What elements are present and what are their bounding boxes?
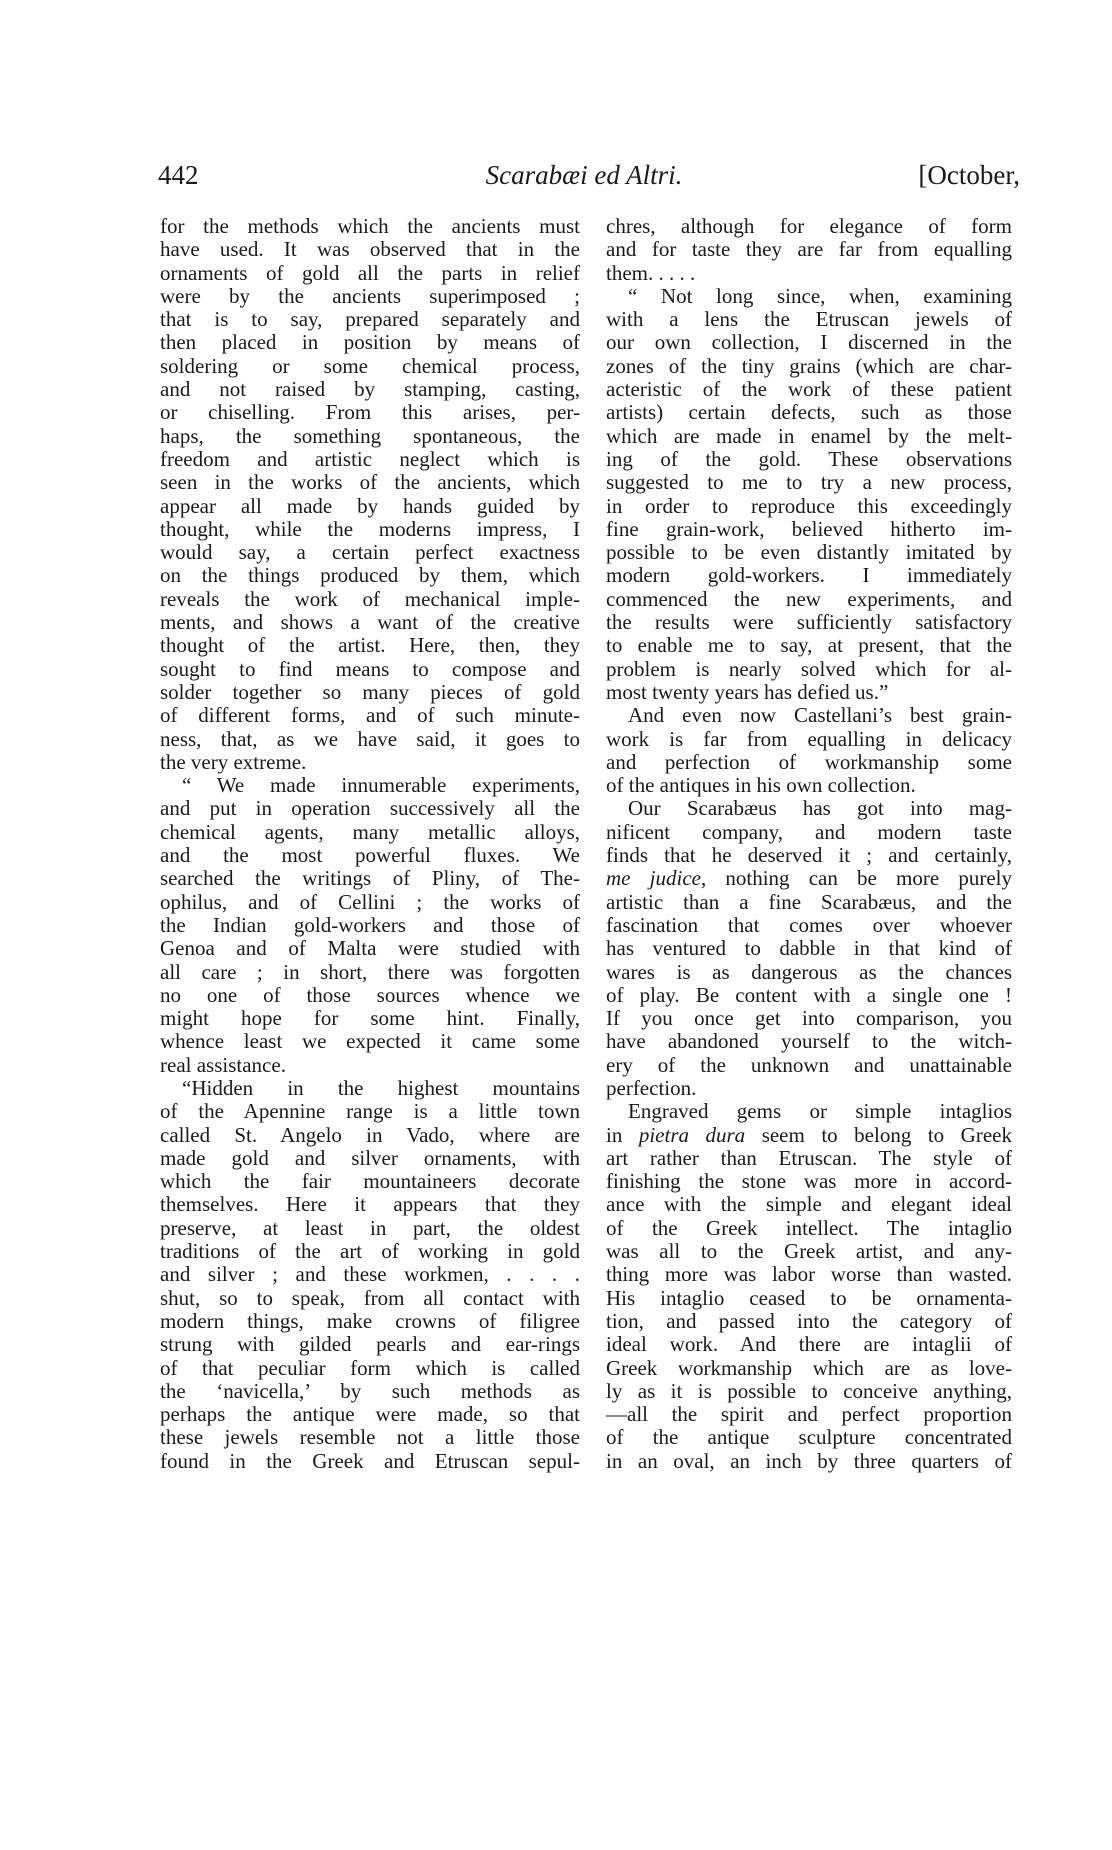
text-line [606, 238, 1012, 261]
text-line [160, 681, 580, 704]
text-segment: freedom and artistic neglect which is [160, 446, 580, 471]
text-line [160, 1403, 580, 1426]
text-segment: searched the writings of Pliny, of The- [160, 866, 580, 891]
text-segment: ophilus, and of Cellini ; the works of [160, 889, 580, 914]
text-line [160, 1263, 580, 1286]
text-line [606, 355, 1012, 378]
text-segment: ideal work. And there are intaglii of [606, 1332, 1012, 1357]
text-segment: chres, although for elegance of form [606, 214, 1012, 238]
text-line [160, 984, 580, 1007]
text-segment: seem to belong to Greek [745, 1122, 1012, 1147]
text-segment: with a lens the Etruscan jewels of [606, 307, 1012, 332]
text-segment: perhaps the antique were made, so that [160, 1402, 580, 1427]
text-line [160, 728, 580, 751]
text-segment: of the antique sculpture concentrated [606, 1425, 1012, 1450]
text-segment: no one of those sources whence we [160, 982, 580, 1007]
text-segment: If you once get into comparison, you [606, 1006, 1012, 1031]
text-segment: reveals the work of mechanical imple- [160, 586, 580, 611]
text-line [160, 1030, 580, 1053]
text-segment: tion, and passed into the category of [606, 1308, 1012, 1333]
text-line [606, 471, 1012, 494]
text-line [606, 1124, 1012, 1147]
text-segment: ing of the gold. These observations [606, 446, 1012, 471]
text-segment: ance with the simple and elegant ideal [606, 1192, 1012, 1217]
text-segment: in an oval, an inch by three quarters of [606, 1448, 1012, 1473]
text-line [606, 1450, 1012, 1473]
text-line [160, 821, 580, 844]
text-segment: themselves. Here it appears that they [160, 1192, 580, 1217]
text-line [160, 1193, 580, 1216]
text-line [606, 401, 1012, 424]
text-segment: in order to reproduce this exceedingly [606, 493, 1012, 518]
text-line [606, 378, 1012, 401]
text-segment: real assistance. [160, 1052, 286, 1077]
text-line [606, 891, 1012, 914]
text-line [160, 797, 580, 820]
text-segment: seen in the works of the ancients, which [160, 470, 580, 495]
text-segment: and not raised by stamping, casting, [160, 377, 580, 402]
text-line [606, 1240, 1012, 1263]
text-segment: of the Apennine range is a little town [160, 1099, 580, 1124]
running-header [158, 160, 1020, 200]
text-segment: Genoa and of Malta were studied with [160, 936, 580, 961]
text-segment: all care ; in short, there was forgotten [160, 959, 580, 984]
text-segment: them. . . . . [606, 260, 696, 285]
running-title: Scarabæi ed Altri. [485, 160, 683, 190]
text-line [160, 1100, 580, 1123]
text-segment: to enable me to say, at present, that the [606, 633, 1012, 658]
text-line [160, 1380, 580, 1403]
text-line [606, 1193, 1012, 1216]
text-segment: acteristic of the work of these patient [606, 377, 1012, 402]
text-line [160, 1124, 580, 1147]
text-segment: suggested to me to try a new process, [606, 470, 1012, 495]
text-segment: artistic than a fine Scarabæus, and the [606, 889, 1012, 914]
text-line [606, 1030, 1012, 1053]
text-line [606, 1054, 1012, 1077]
text-line [160, 914, 580, 937]
text-segment: and perfection of workmanship some [606, 749, 1012, 774]
text-line [160, 285, 580, 308]
text-line [160, 1450, 580, 1473]
text-line [606, 984, 1012, 1007]
text-segment: the ‘navicella,’ by such methods as [160, 1378, 580, 1403]
text-line [160, 634, 580, 657]
text-segment: would say, a certain perfect exactness [160, 540, 580, 565]
text-line [160, 961, 580, 984]
text-segment: nificent company, and modern taste [606, 819, 1012, 844]
text-line [160, 867, 580, 890]
text-line [160, 215, 580, 238]
italic-phrase: me judice [606, 866, 701, 891]
text-line [606, 262, 1012, 285]
text-segment: commenced the new experiments, and [606, 586, 1012, 611]
text-segment: of play. Be content with a single one ! [606, 982, 1012, 1007]
text-segment: , nothing can be more purely [700, 866, 1012, 891]
text-segment: “Hidden in the highest mountains [182, 1075, 580, 1100]
text-segment: that is to say, prepared separately and [160, 307, 580, 332]
text-line [160, 704, 580, 727]
text-line [160, 1077, 580, 1100]
text-line [160, 1217, 580, 1240]
text-line [160, 751, 580, 774]
text-line [606, 1100, 1012, 1123]
text-segment: fascination that comes over whoever [606, 912, 1012, 937]
text-segment: solder together so many pieces of gold [160, 679, 580, 704]
italic-phrase: pietra dura [638, 1122, 746, 1147]
text-segment: haps, the something spontaneous, the [160, 423, 580, 448]
text-line [606, 1007, 1012, 1030]
text-line [606, 1077, 1012, 1100]
text-segment: thought, while the moderns impress, I [160, 516, 580, 541]
text-segment: “ Not long since, when, examining [628, 283, 1012, 308]
text-segment: zones of the tiny grains (which are char- [606, 353, 1012, 378]
text-line [160, 1310, 580, 1333]
text-segment: for the methods which the ancients must [160, 214, 580, 238]
right-column [606, 215, 1012, 1473]
text-segment: modern things, make crowns of filigree [160, 1308, 580, 1333]
text-segment: was all to the Greek artist, and any- [606, 1239, 1012, 1264]
text-segment: and silver ; and these workmen, . . . . [160, 1262, 580, 1287]
text-segment: work is far from equalling in delicacy [606, 726, 1012, 751]
text-line [160, 774, 580, 797]
text-line [606, 937, 1012, 960]
text-segment: chemical agents, many metallic alloys, [160, 819, 580, 844]
text-line [606, 1310, 1012, 1333]
text-line [160, 238, 580, 261]
text-segment: has ventured to dabble in that kind of [606, 936, 1012, 961]
text-line [606, 751, 1012, 774]
text-segment: preserve, at least in part, the oldest [160, 1215, 580, 1240]
text-line [160, 658, 580, 681]
text-segment: problem is nearly solved which for al- [606, 656, 1012, 681]
text-line [160, 308, 580, 331]
text-segment: the very extreme. [160, 749, 307, 774]
text-line [606, 1263, 1012, 1286]
text-segment: of different forms, and of such minute- [160, 703, 580, 728]
text-line [606, 844, 1012, 867]
text-line [160, 355, 580, 378]
text-line [606, 215, 1012, 238]
text-line [606, 774, 1012, 797]
text-line [606, 611, 1012, 634]
text-segment: in [606, 1122, 639, 1147]
text-segment: of the Greek intellect. The intaglio [606, 1215, 1012, 1240]
text-segment: and for taste they are far from equalling [606, 237, 1012, 262]
text-line [160, 262, 580, 285]
text-segment: then placed in position by means of [160, 330, 580, 355]
text-line [160, 1170, 580, 1193]
text-segment: found in the Greek and Etruscan sepul- [160, 1448, 580, 1473]
text-line [606, 588, 1012, 611]
text-segment: were by the ancients superimposed ; [160, 283, 580, 308]
text-segment: on the things produced by them, which [160, 563, 580, 588]
text-segment: of the antiques in his own collection. [606, 773, 916, 798]
text-line [160, 331, 580, 354]
text-line [606, 658, 1012, 681]
text-line [606, 425, 1012, 448]
text-segment: finishing the stone was more in accord- [606, 1169, 1012, 1194]
page-number: 442 [158, 160, 199, 190]
text-line [606, 1147, 1012, 1170]
text-segment: “ We made innumerable experiments, [182, 773, 580, 798]
running-date: [October, [918, 160, 1020, 190]
text-line [606, 1426, 1012, 1449]
text-segment: perfection. [606, 1075, 697, 1100]
text-segment: artists) certain defects, such as those [606, 400, 1012, 425]
text-segment: wares is as dangerous as the chances [606, 959, 1012, 984]
text-line [606, 331, 1012, 354]
text-line [606, 285, 1012, 308]
text-line [606, 704, 1012, 727]
text-segment: Engraved gems or simple intaglios [628, 1099, 1012, 1124]
text-line [160, 891, 580, 914]
text-segment: possible to be even distantly imitated by [606, 540, 1012, 565]
text-segment: traditions of the art of working in gold [160, 1239, 580, 1264]
text-segment: and put in operation successively all the [160, 796, 580, 821]
text-line [606, 564, 1012, 587]
text-segment: the results were sufficiently satisfactory [606, 610, 1012, 635]
text-segment: Greek workmanship which are as love- [606, 1355, 1012, 1380]
text-segment: which are made in enamel by the melt- [606, 423, 1012, 448]
text-line [606, 1170, 1012, 1193]
text-line [160, 1147, 580, 1170]
text-line [606, 867, 1012, 890]
text-segment: thing more was labor worse than wasted. [606, 1262, 1012, 1287]
text-line [160, 1007, 580, 1030]
text-line [160, 1333, 580, 1356]
text-line [606, 797, 1012, 820]
text-segment: most twenty years has defied us.” [606, 679, 889, 704]
text-line [606, 634, 1012, 657]
text-line [606, 1287, 1012, 1310]
text-line [160, 1054, 580, 1077]
text-segment: these jewels resemble not a little those [160, 1425, 580, 1450]
text-line [606, 681, 1012, 704]
text-segment: our own collection, I discerned in the [606, 330, 1012, 355]
text-segment: —all the spirit and perfect proportion [606, 1402, 1012, 1427]
text-line [606, 961, 1012, 984]
text-segment: Our Scarabæus has got into mag- [628, 796, 1012, 821]
text-line [606, 1380, 1012, 1403]
text-segment: ly as it is possible to conceive anything, [606, 1378, 1012, 1403]
text-line [606, 308, 1012, 331]
text-line [160, 541, 580, 564]
text-line [606, 495, 1012, 518]
left-column [160, 215, 580, 1473]
text-line [160, 471, 580, 494]
text-segment: ness, that, as we have said, it goes to [160, 726, 580, 751]
text-line [160, 1287, 580, 1310]
text-segment: of that peculiar form which is called [160, 1355, 580, 1380]
text-line [606, 1357, 1012, 1380]
text-segment: fine grain-work, believed hitherto im- [606, 516, 1012, 541]
text-segment: have used. It was observed that in the [160, 237, 580, 262]
text-segment: strung with gilded pearls and ear-rings [160, 1332, 580, 1357]
text-line [160, 378, 580, 401]
text-line [606, 541, 1012, 564]
text-segment: sought to find means to compose and [160, 656, 580, 681]
text-segment: soldering or some chemical process, [160, 353, 580, 378]
text-line [606, 448, 1012, 471]
text-segment: ornaments of gold all the parts in relief [160, 260, 580, 285]
text-segment: appear all made by hands guided by [160, 493, 580, 518]
text-line [160, 611, 580, 634]
text-line [160, 1240, 580, 1263]
text-line [160, 937, 580, 960]
text-segment: have abandoned yourself to the witch- [606, 1029, 1012, 1054]
text-line [160, 844, 580, 867]
text-segment: whence least we expected it came some [160, 1029, 580, 1054]
text-line [606, 728, 1012, 751]
text-line [160, 1426, 580, 1449]
text-segment: thought of the artist. Here, then, they [160, 633, 580, 658]
text-line [160, 1357, 580, 1380]
text-segment: ery of the unknown and unattainable [606, 1052, 1012, 1077]
text-line [606, 821, 1012, 844]
text-segment: and the most powerful fluxes. We [160, 843, 580, 868]
text-segment: His intaglio ceased to be ornamenta- [606, 1285, 1012, 1310]
text-segment: finds that he deserved it ; and certainly, [606, 843, 1012, 868]
text-line [160, 401, 580, 424]
text-line [160, 448, 580, 471]
text-line [606, 914, 1012, 937]
text-segment: or chiselling. From this arises, per- [160, 400, 580, 425]
text-segment: called St. Angelo in Vado, where are [160, 1122, 580, 1147]
text-segment: which the fair mountaineers decorate [160, 1169, 580, 1194]
text-segment: And even now Castellani’s best grain- [628, 703, 1012, 728]
text-line [160, 518, 580, 541]
text-line [606, 518, 1012, 541]
text-line [606, 1403, 1012, 1426]
text-segment: shut, so to speak, from all contact with [160, 1285, 580, 1310]
text-segment: modern gold-workers. I immediately [606, 563, 1012, 588]
text-line [606, 1217, 1012, 1240]
text-line [160, 564, 580, 587]
text-line [160, 495, 580, 518]
text-line [606, 1333, 1012, 1356]
text-segment: made gold and silver ornaments, with [160, 1145, 580, 1170]
text-segment: the Indian gold-workers and those of [160, 912, 580, 937]
text-segment: art rather than Etruscan. The style of [606, 1145, 1012, 1170]
text-segment: ments, and shows a want of the creative [160, 610, 580, 635]
text-line [160, 588, 580, 611]
text-segment: might hope for some hint. Finally, [160, 1006, 580, 1031]
text-line [160, 425, 580, 448]
